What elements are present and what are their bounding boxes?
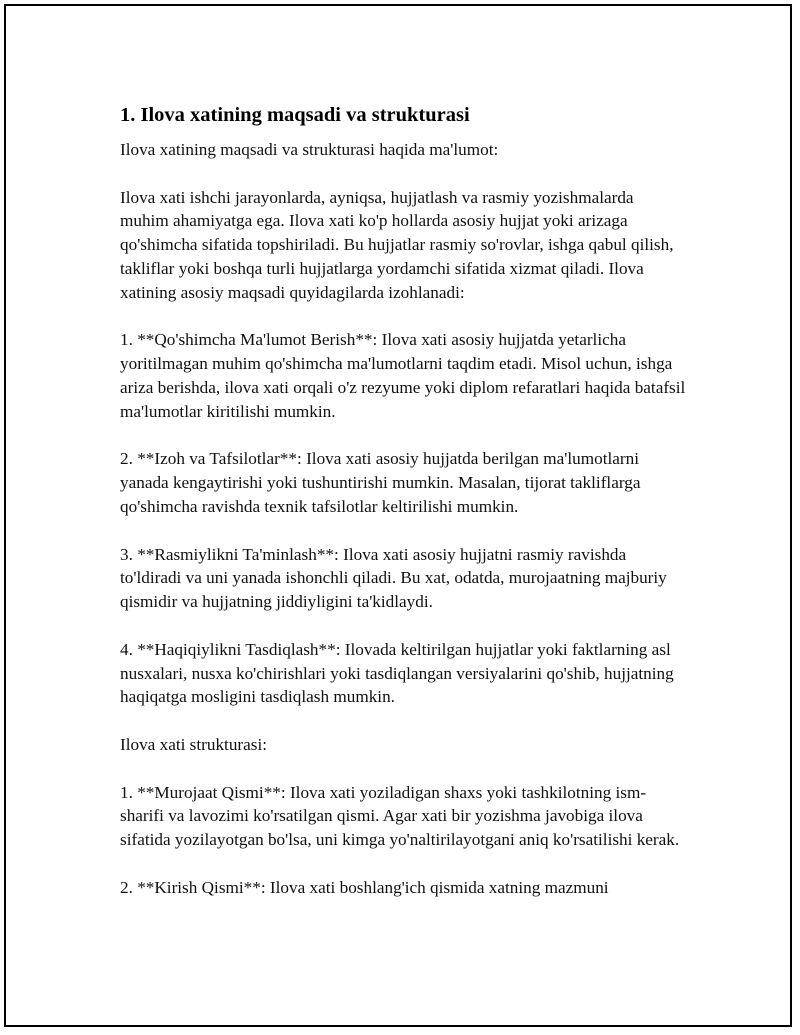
purpose-item-3: 3. **Rasmiylikni Ta'minlash**: Ilova xati asosiy hujjatni rasmiy ravishda to'ldiradi va uni yanada ishonchli qiladi. Bu xat, odatda, murojaatning majburiy qismidir va hujjatning jiddiyligini ta'kidlaydi. — [120, 544, 667, 612]
structure-heading-paragraph: Ilova xati strukturasi: — [120, 734, 268, 754]
structure-item-2: 2. **Kirish Qismi**: Ilova xati boshlang'ich qismida xatning mazmuni — [120, 877, 609, 897]
purpose-item-1: 1. **Qo'shimcha Ma'lumot Berish**: Ilova xati asosiy hujjatda yetarlicha yoritilmagan muhim qo'shimcha ma'lumotlarni taqdim etadi. Misol uchun, ishga ariza berishda, ilova xati orqali o'z rezyume yoki diplom refaratlari haqida batafsil ma'lumotlar kiritilishi mumkin. — [120, 330, 686, 421]
section-heading: 1. Ilova xatining maqsadi va strukturasi — [120, 104, 470, 126]
purpose-item-2: 2. **Izoh va Tafsilotlar**: Ilova xati asosiy hujjatda berilgan ma'lumotlarni yanada kengaytirishi yoki tushuntirishi mumkin. Masalan, tijorat takliflarga qo'shimcha ravishda texnik tafsilotlar keltirilishi mumkin. — [120, 449, 641, 516]
purpose-paragraph: Ilova xati ishchi jarayonlarda, ayniqsa, hujjatlash va rasmiy yozishmalarda muhim ahamiyatga ega. Ilova xati ko'p hollarda asosiy hujjat yoki arizaga qo'shimcha sifatida topshiriladi. Bu hujjatlar rasmiy so'rovlar, ishga qabul qilish, takliflar yoki boshqa turli hujjatlarga yordamchi sifatida xizmat qiladi. Ilova xatining asosiy maqsadi quyidagilarda izohlanadi: — [120, 187, 674, 302]
document-body — [120, 102, 686, 923]
intro-paragraph: Ilova xatining maqsadi va strukturasi haqida ma'lumot: — [120, 140, 499, 159]
purpose-item-4: 4. **Haqiqiylikni Tasdiqlash**: Ilovada keltirilgan hujjatlar yoki faktlarning asl nusxalari, nusxa ko'chirishlari yoki tasdiqlangan versiyalarini qo'shib, hujjatning haqiqatga mosligini tasdiqlash mumkin. — [120, 639, 674, 707]
structure-item-1: 1. **Murojaat Qismi**: Ilova xati yoziladigan shaxs yoki tashkilotning ism-sharifi va lavozimi ko'rsatilgan qismi. Agar xati bir yozishma javobiga ilova sifatida yozilayotgan bo'lsa, uni kimga yo'naltirilayotgani aniq ko'rsatilishi kerak. — [120, 782, 680, 850]
document-page — [4, 4, 792, 1027]
